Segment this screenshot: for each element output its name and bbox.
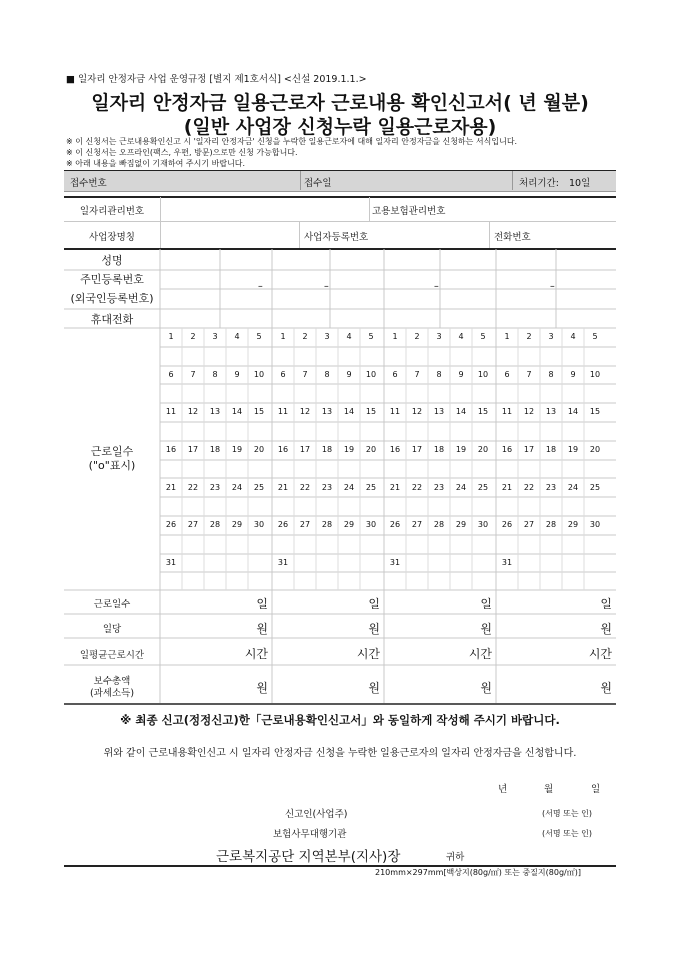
workday-cell[interactable]: 29 bbox=[231, 520, 243, 529]
workday-cell[interactable]: 7 bbox=[190, 370, 196, 379]
hours-unit[interactable]: 시간 bbox=[244, 647, 268, 661]
workday-cell[interactable]: 3 bbox=[436, 332, 442, 341]
workday-cell[interactable]: 19 bbox=[231, 445, 243, 454]
workday-cell[interactable]: 30 bbox=[253, 520, 265, 529]
name-label: 성명 bbox=[101, 254, 123, 267]
workday-cell[interactable]: 13 bbox=[209, 407, 221, 416]
workday-cell[interactable]: 11 bbox=[501, 407, 513, 416]
workday-cell[interactable]: 5 bbox=[256, 332, 262, 341]
processing-period-label: 처리기간: bbox=[519, 178, 559, 189]
reporter-sign-hint[interactable]: (서명 또는 인) bbox=[542, 809, 592, 818]
workday-cell[interactable]: 25 bbox=[365, 483, 377, 492]
workday-cell[interactable]: 16 bbox=[501, 445, 513, 454]
pay-unit[interactable]: 원 bbox=[600, 681, 612, 695]
workday-cell[interactable]: 2 bbox=[190, 332, 196, 341]
workday-cell[interactable]: 22 bbox=[187, 483, 199, 492]
workday-cell[interactable]: 19 bbox=[567, 445, 579, 454]
workday-cell[interactable]: 24 bbox=[231, 483, 243, 492]
workday-cell[interactable]: 23 bbox=[433, 483, 445, 492]
days-unit[interactable]: 일 bbox=[368, 597, 380, 611]
date-day: 일 bbox=[591, 784, 601, 795]
recipient: 근로복지공단 지역본부(지사)장 bbox=[216, 849, 401, 865]
workday-cell[interactable]: 5 bbox=[592, 332, 598, 341]
rrn-dash: – bbox=[434, 281, 439, 292]
hours-unit[interactable]: 시간 bbox=[588, 647, 612, 661]
workday-cell[interactable]: 9 bbox=[234, 370, 240, 379]
workday-cell[interactable]: 1 bbox=[392, 332, 398, 341]
workday-cell[interactable]: 26 bbox=[389, 520, 401, 529]
workday-cell[interactable]: 18 bbox=[433, 445, 445, 454]
workday-cell[interactable]: 29 bbox=[343, 520, 355, 529]
processing-period-value: 10일 bbox=[569, 178, 591, 189]
workday-cell[interactable]: 1 bbox=[504, 332, 510, 341]
workdays-mark-hint: ("o"표시) bbox=[88, 459, 136, 472]
foreigner-reg-label: (외국인등록번호) bbox=[70, 292, 154, 305]
form-header-note: ■ 일자리 안정자금 사업 운영규정 [별지 제1호서식] <신설 2019.1.1.> bbox=[66, 74, 367, 85]
hours-unit[interactable]: 시간 bbox=[468, 647, 492, 661]
workday-cell[interactable]: 10 bbox=[589, 370, 601, 379]
workday-cell[interactable]: 17 bbox=[299, 445, 311, 454]
workday-cell[interactable]: 27 bbox=[187, 520, 199, 529]
workday-cell[interactable]: 15 bbox=[365, 407, 377, 416]
summary-hours-label: 일평균근로시간 bbox=[79, 650, 145, 661]
workday-cell[interactable]: 6 bbox=[392, 370, 398, 379]
days-unit[interactable]: 일 bbox=[600, 597, 612, 611]
summary-pay-sublabel: (과세소득) bbox=[89, 688, 135, 699]
workday-cell[interactable]: 31 bbox=[165, 558, 177, 567]
reception-number-label: 접수번호 bbox=[70, 178, 107, 189]
instruction-note: ※ 아래 내용을 빠짐없이 기재하여 주시기 바랍니다. bbox=[66, 159, 246, 168]
workday-cell[interactable]: 24 bbox=[343, 483, 355, 492]
workday-cell[interactable]: 15 bbox=[589, 407, 601, 416]
workday-cell[interactable]: 5 bbox=[480, 332, 486, 341]
workday-cell[interactable]: 5 bbox=[368, 332, 374, 341]
workday-cell[interactable]: 10 bbox=[477, 370, 489, 379]
workday-cell[interactable]: 27 bbox=[299, 520, 311, 529]
workday-cell[interactable]: 13 bbox=[433, 407, 445, 416]
workday-cell[interactable]: 14 bbox=[231, 407, 243, 416]
pay-unit[interactable]: 원 bbox=[368, 681, 380, 695]
wage-unit[interactable]: 원 bbox=[600, 622, 612, 636]
workday-cell[interactable]: 20 bbox=[477, 445, 489, 454]
workday-cell[interactable]: 14 bbox=[455, 407, 467, 416]
workday-cell[interactable]: 7 bbox=[302, 370, 308, 379]
workday-cell[interactable]: 14 bbox=[567, 407, 579, 416]
workday-cell[interactable]: 31 bbox=[389, 558, 401, 567]
rrn-label: 주민등록번호 bbox=[80, 273, 144, 286]
workday-cell[interactable]: 29 bbox=[567, 520, 579, 529]
workday-cell[interactable]: 9 bbox=[346, 370, 352, 379]
workday-cell[interactable]: 11 bbox=[165, 407, 177, 416]
pay-unit[interactable]: 원 bbox=[480, 681, 492, 695]
workday-cell[interactable]: 18 bbox=[321, 445, 333, 454]
workday-cell[interactable]: 24 bbox=[567, 483, 579, 492]
workday-cell[interactable]: 15 bbox=[477, 407, 489, 416]
workday-cell[interactable]: 26 bbox=[277, 520, 289, 529]
workday-cell[interactable]: 19 bbox=[343, 445, 355, 454]
workday-cell[interactable]: 27 bbox=[411, 520, 423, 529]
workday-cell[interactable]: 11 bbox=[277, 407, 289, 416]
recipient-suffix: 귀하 bbox=[446, 852, 465, 863]
mobile-label: 휴대전화 bbox=[90, 313, 134, 326]
days-unit[interactable]: 일 bbox=[256, 597, 268, 611]
application-statement: 위와 같이 근로내용확인신고 시 일자리 안정자금 신청을 누락한 일용근로자의 일자리 안정자금을 신청합니다. bbox=[103, 748, 577, 759]
workday-cell[interactable]: 8 bbox=[436, 370, 442, 379]
workday-cell[interactable]: 13 bbox=[321, 407, 333, 416]
workday-cell[interactable]: 26 bbox=[501, 520, 513, 529]
workday-cell[interactable]: 22 bbox=[299, 483, 311, 492]
workday-cell[interactable]: 3 bbox=[548, 332, 554, 341]
workday-cell[interactable]: 28 bbox=[321, 520, 333, 529]
workday-cell[interactable]: 7 bbox=[414, 370, 420, 379]
mgmt-number-label: 일자리관리번호 bbox=[79, 206, 145, 217]
workday-cell[interactable]: 12 bbox=[523, 407, 535, 416]
workday-cell[interactable]: 7 bbox=[526, 370, 532, 379]
agency-label: 보험사무대행기관 bbox=[273, 829, 347, 840]
workday-cell[interactable]: 20 bbox=[365, 445, 377, 454]
workday-cell[interactable]: 29 bbox=[455, 520, 467, 529]
workday-cell[interactable]: 22 bbox=[411, 483, 423, 492]
workday-cell[interactable]: 21 bbox=[165, 483, 177, 492]
workday-cell[interactable]: 18 bbox=[545, 445, 557, 454]
instruction-note: ※ 이 신청서는 오프라인(팩스, 우편, 방문)으로만 신청 가능합니다. bbox=[66, 148, 298, 157]
workday-cell[interactable]: 4 bbox=[458, 332, 464, 341]
hours-unit[interactable]: 시간 bbox=[356, 647, 380, 661]
rrn-dash: – bbox=[324, 281, 329, 292]
phone-label: 전화번호 bbox=[494, 232, 531, 243]
paper-spec: 210mm×297mm[백상지(80g/㎡) 또는 중질지(80g/㎡)] bbox=[375, 868, 581, 877]
date-month: 월 bbox=[544, 784, 554, 795]
wage-unit[interactable]: 원 bbox=[480, 622, 492, 636]
reception-date-label: 접수일 bbox=[304, 178, 332, 189]
workday-cell[interactable]: 17 bbox=[523, 445, 535, 454]
days-unit[interactable]: 일 bbox=[480, 597, 492, 611]
workday-cell[interactable]: 2 bbox=[526, 332, 532, 341]
workday-cell[interactable]: 16 bbox=[165, 445, 177, 454]
workday-cell[interactable]: 10 bbox=[253, 370, 265, 379]
workday-cell[interactable]: 25 bbox=[477, 483, 489, 492]
workday-cell[interactable]: 2 bbox=[302, 332, 308, 341]
workday-cell[interactable]: 31 bbox=[277, 558, 289, 567]
workday-cell[interactable]: 17 bbox=[411, 445, 423, 454]
workday-cell[interactable]: 21 bbox=[277, 483, 289, 492]
date-year: 년 bbox=[498, 784, 508, 795]
workday-cell[interactable]: 25 bbox=[253, 483, 265, 492]
workday-cell[interactable]: 23 bbox=[209, 483, 221, 492]
workday-cell[interactable]: 28 bbox=[545, 520, 557, 529]
rrn-dash: – bbox=[258, 281, 263, 292]
rrn-dash: – bbox=[550, 281, 555, 292]
workday-cell[interactable]: 18 bbox=[209, 445, 221, 454]
wage-unit[interactable]: 원 bbox=[256, 622, 268, 636]
workday-cell[interactable]: 2 bbox=[414, 332, 420, 341]
workday-cell[interactable]: 3 bbox=[324, 332, 330, 341]
workday-cell[interactable]: 6 bbox=[504, 370, 510, 379]
workday-cell[interactable]: 28 bbox=[209, 520, 221, 529]
summary-pay-label: 보수총액 bbox=[93, 676, 131, 687]
workday-cell[interactable]: 10 bbox=[365, 370, 377, 379]
summary-days-label: 근로일수 bbox=[93, 599, 131, 610]
insurance-number-label: 고용보험관리번호 bbox=[372, 206, 446, 217]
workday-cell[interactable]: 20 bbox=[589, 445, 601, 454]
workday-cell[interactable]: 17 bbox=[187, 445, 199, 454]
workday-cell[interactable]: 6 bbox=[280, 370, 286, 379]
agency-sign-hint[interactable]: (서명 또는 인) bbox=[542, 829, 592, 838]
business-reg-number-label: 사업자등록번호 bbox=[304, 232, 369, 243]
workdays-label: 근로일수 bbox=[90, 445, 134, 458]
workday-cell[interactable]: 23 bbox=[321, 483, 333, 492]
summary-wage-label: 일당 bbox=[102, 624, 122, 635]
final-notice: ※ 최종 신고(정정신고)한「근로내용확인신고서」와 동일하게 작성해 주시기 바랍니다. bbox=[120, 713, 560, 727]
workday-cell[interactable]: 20 bbox=[253, 445, 265, 454]
workday-cell[interactable]: 30 bbox=[589, 520, 601, 529]
workday-cell[interactable]: 12 bbox=[411, 407, 423, 416]
workday-cell[interactable]: 30 bbox=[365, 520, 377, 529]
workday-cell[interactable]: 14 bbox=[343, 407, 355, 416]
form-title: 일자리 안정자금 일용근로자 근로내용 확인신고서( 년 월분) bbox=[91, 92, 589, 114]
workday-cell[interactable]: 24 bbox=[455, 483, 467, 492]
workday-cell[interactable]: 16 bbox=[277, 445, 289, 454]
workday-cell[interactable]: 12 bbox=[187, 407, 199, 416]
reporter-label: 신고인(사업주) bbox=[285, 809, 348, 820]
workday-cell[interactable]: 16 bbox=[389, 445, 401, 454]
workday-cell[interactable]: 8 bbox=[324, 370, 330, 379]
workday-cell[interactable]: 4 bbox=[234, 332, 240, 341]
workday-cell[interactable]: 28 bbox=[433, 520, 445, 529]
workday-cell[interactable]: 4 bbox=[570, 332, 576, 341]
workday-cell[interactable]: 8 bbox=[212, 370, 218, 379]
form-subtitle: (일반 사업장 신청누락 일용근로자용) bbox=[183, 116, 497, 138]
business-name-label: 사업장명칭 bbox=[89, 232, 135, 243]
workday-cell[interactable]: 12 bbox=[299, 407, 311, 416]
workday-cell[interactable]: 19 bbox=[455, 445, 467, 454]
workday-cell[interactable]: 23 bbox=[545, 483, 557, 492]
workday-cell[interactable]: 30 bbox=[477, 520, 489, 529]
workday-cell[interactable]: 27 bbox=[523, 520, 535, 529]
workday-cell[interactable]: 6 bbox=[168, 370, 174, 379]
workday-cell[interactable]: 21 bbox=[389, 483, 401, 492]
workday-cell[interactable]: 26 bbox=[165, 520, 177, 529]
wage-unit[interactable]: 원 bbox=[368, 622, 380, 636]
workday-cell[interactable]: 1 bbox=[280, 332, 286, 341]
workday-cell[interactable]: 3 bbox=[212, 332, 218, 341]
workday-cell[interactable]: 13 bbox=[545, 407, 557, 416]
workday-cell[interactable]: 15 bbox=[253, 407, 265, 416]
workday-cell[interactable]: 4 bbox=[346, 332, 352, 341]
workday-cell[interactable]: 25 bbox=[589, 483, 601, 492]
instruction-note: ※ 이 신청서는 근로내용확인신고 시 '일자리 안정자금' 신청을 누락한 일용근로자에 대해 일자리 안정자금을 신청하는 서식입니다. bbox=[66, 137, 518, 146]
pay-unit[interactable]: 원 bbox=[256, 681, 268, 695]
workday-cell[interactable]: 22 bbox=[523, 483, 535, 492]
workday-cell[interactable]: 9 bbox=[458, 370, 464, 379]
workday-cell[interactable]: 31 bbox=[501, 558, 513, 567]
workday-cell[interactable]: 1 bbox=[168, 332, 174, 341]
workday-cell[interactable]: 9 bbox=[570, 370, 576, 379]
workday-cell[interactable]: 11 bbox=[389, 407, 401, 416]
workday-cell[interactable]: 21 bbox=[501, 483, 513, 492]
workday-cell[interactable]: 8 bbox=[548, 370, 554, 379]
